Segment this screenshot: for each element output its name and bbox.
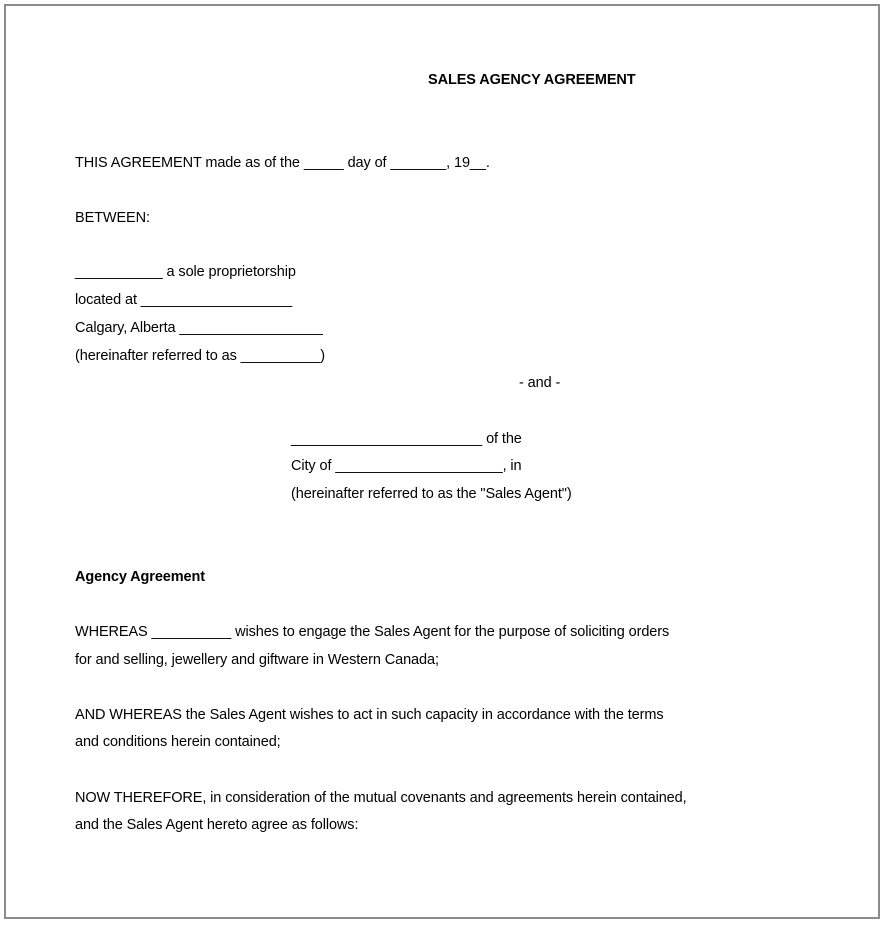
whereas2-line1: AND WHEREAS the Sales Agent wishes to act in such capacity in accordance with the terms — [75, 707, 664, 723]
therefore-line2: and the Sales Agent hereto agree as follows: — [75, 817, 359, 833]
and-separator: - and - — [519, 375, 561, 391]
party1-name-line: ___________ a sole proprietorship — [75, 264, 296, 280]
between-label: BETWEEN: — [75, 210, 150, 226]
date-line: THIS AGREEMENT made as of the _____ day of _______, 19__. — [75, 155, 490, 171]
document-title: SALES AGENCY AGREEMENT — [428, 72, 636, 88]
whereas1-line1: WHEREAS __________ wishes to engage the Sales Agent for the purpose of soliciting orders — [75, 624, 670, 640]
party2-referred-line: (hereinafter referred to as the "Sales Agent") — [291, 486, 572, 502]
party2-city-line: City of _____________________, in — [291, 458, 522, 474]
therefore-line1: NOW THEREFORE, in consideration of the mutual covenants and agreements herein contained, — [75, 790, 687, 806]
party1-city-line: Calgary, Alberta __________________ — [75, 320, 323, 336]
whereas2-line2: and conditions herein contained; — [75, 734, 281, 750]
party2-name-line: ________________________ of the — [291, 431, 522, 447]
whereas1-line2: for and selling, jewellery and giftware in Western Canada; — [75, 652, 439, 668]
party1-referred-line: (hereinafter referred to as __________) — [75, 348, 326, 364]
section-heading: Agency Agreement — [75, 569, 206, 585]
party1-location-line: located at ___________________ — [75, 292, 293, 308]
